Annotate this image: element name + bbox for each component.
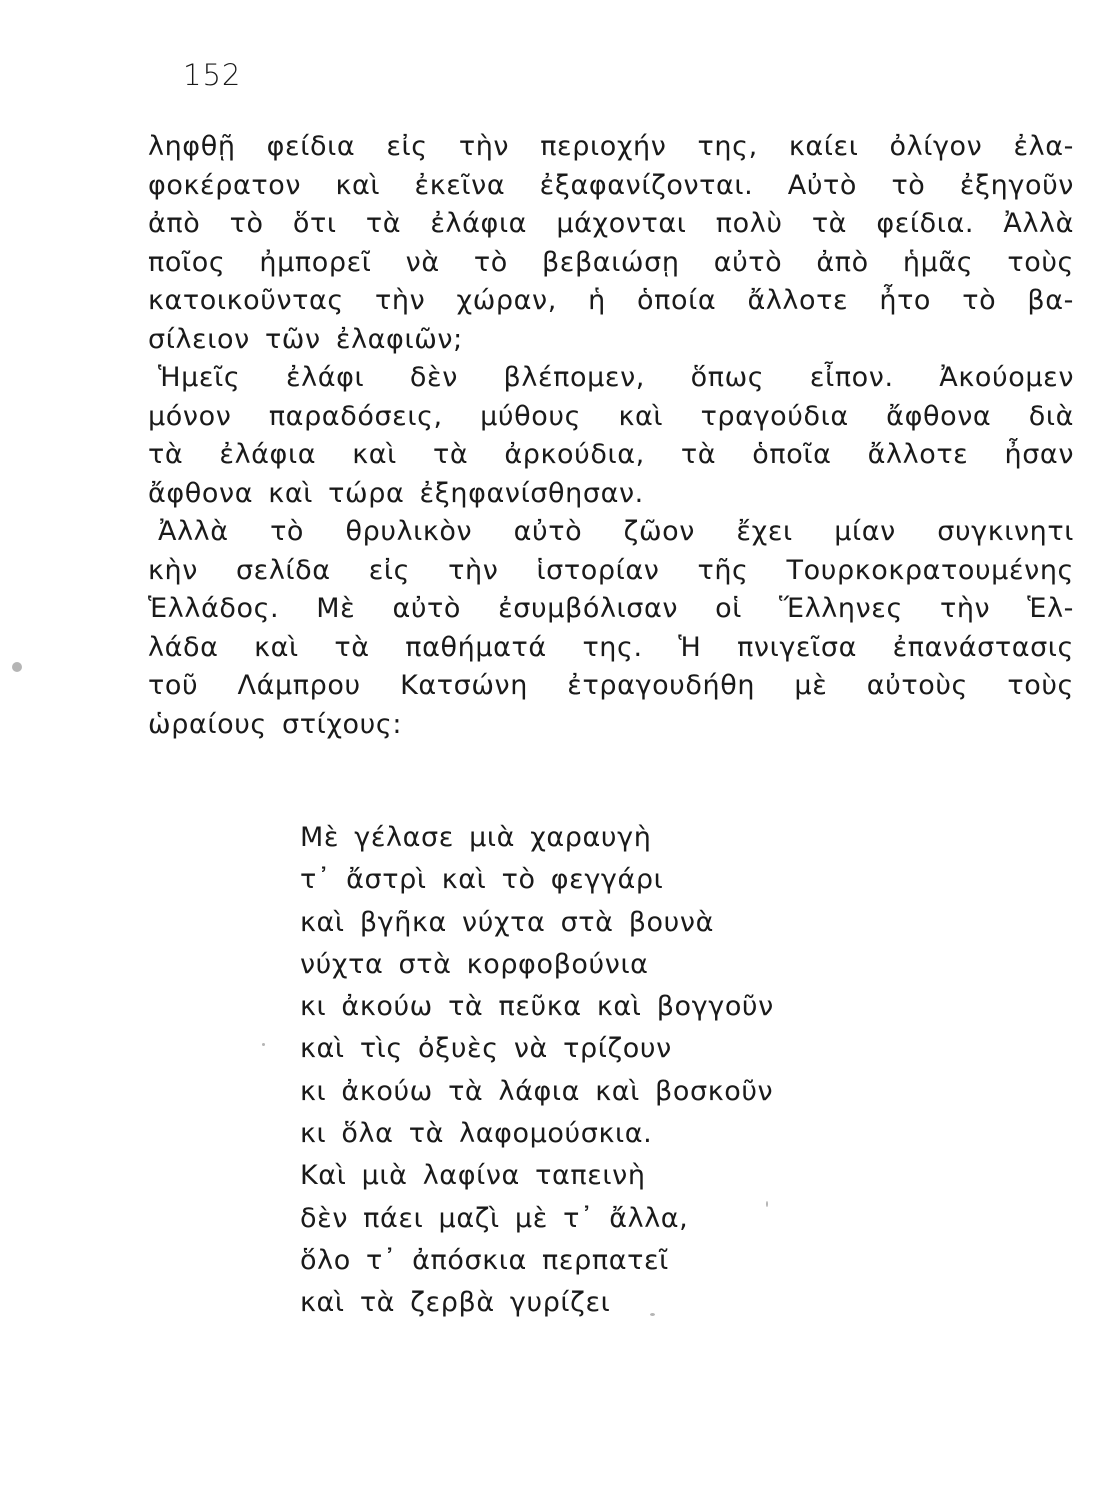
prose-line: τὰ ἐλάφια καὶ τὰ ἀρκούδια, τὰ ὁποῖα ἄλλοτε ἦσαν <box>148 439 1074 470</box>
verse-line: νύχτα στὰ κορφοβούνια <box>300 948 649 980</box>
verse-line: ὅλο τ᾽ ἀπόσκια περπατεῖ <box>300 1244 669 1276</box>
prose-line: κατοικοῦντας τὴν χώραν, ἡ ὁποία ἄλλοτε ἦτο τὸ βα- <box>148 285 1074 316</box>
prose-line: Ἑλλάδος. Μὲ αὐτὸ ἐσυμβόλισαν οἱ Ἕλληνες τὴν Ἑλ- <box>148 593 1074 624</box>
verse-line: τ᾽ ἄστρὶ καὶ τὸ φεγγάρι <box>300 864 664 896</box>
verse-line: δὲν πάει μαζὶ μὲ τ᾽ ἄλλα, <box>300 1202 689 1234</box>
prose-line: φοκέρατον καὶ ἐκεῖνα ἐξαφανίζονται. Αὐτὸ τὸ ἐξηγοῦν <box>148 169 1074 201</box>
prose-line: ἀπὸ τὸ ὅτι τὰ ἐλάφια μάχονται πολὺ τὰ φείδια. Ἀλλὰ <box>148 208 1074 239</box>
prose-line: Ἡμεῖς ἐλάφι δὲν βλέπομεν, ὅπως εἶπον. Ἀκούομεν <box>158 362 1074 393</box>
verse-line: Μὲ γέλασε μιὰ χαραυγὴ <box>300 822 652 853</box>
paper-speck <box>262 1043 265 1046</box>
prose-line: ὡραίους στίχους: <box>148 708 403 740</box>
verse-line: καὶ βγῆκα νύχτα στὰ βουνὰ <box>300 906 714 938</box>
prose-line: τοῦ Λάμπρου Κατσώνη ἐτραγουδήθη μὲ αὐτοὺς τοὺς <box>148 670 1074 701</box>
verse-line: κι ἀκούω τὰ λάφια καὶ βοσκοῦν <box>300 1075 774 1107</box>
verse-line: κι ὅλα τὰ λαφομούσκια. <box>300 1118 653 1150</box>
paper-speck <box>12 662 22 672</box>
page-number: 152 <box>183 58 242 92</box>
paper-speck <box>650 1313 655 1316</box>
prose-line: ἄφθονα καὶ τώρα ἐξηφανίσθησαν. <box>148 477 644 509</box>
prose-line: μόνον παραδόσεις, μύθους καὶ τραγούδια ἄφθονα διὰ <box>148 400 1074 432</box>
verse-line: καὶ τὰ ζερβὰ γυρίζει <box>300 1287 611 1319</box>
prose-line: λάδα καὶ τὰ παθήματά της. Ἡ πνιγεῖσα ἐπανάστασις <box>148 631 1074 663</box>
prose-line: σίλειον τῶν ἐλαφιῶν; <box>148 323 463 355</box>
paper-speck <box>766 1201 768 1207</box>
prose-block <box>148 128 1074 744</box>
verse-line: Καὶ μιὰ λαφίνα ταπεινὴ <box>300 1160 646 1192</box>
poem-verse <box>300 817 920 1325</box>
verse-line: καὶ τὶς ὀξυὲς νὰ τρίζουν <box>300 1033 672 1065</box>
verse-line: κι ἀκούω τὰ πεῦκα καὶ βογγοῦν <box>300 991 774 1023</box>
prose-line: κὴν σελίδα εἰς τὴν ἱστορίαν τῆς Τουρκοκρατουμένης <box>148 554 1074 586</box>
prose-line: Ἀλλὰ τὸ θρυλικὸν αὐτὸ ζῶον ἔχει μίαν συγκινητι <box>158 516 1074 547</box>
prose-line: ληφθῇ φείδια εἰς τὴν περιοχήν της, καίει ὀλίγον ἐλα- <box>148 131 1074 162</box>
prose-line: ποῖος ἠμπορεῖ νὰ τὸ βεβαιώσῃ αὐτὸ ἀπὸ ἡμᾶς τοὺς <box>148 246 1074 278</box>
